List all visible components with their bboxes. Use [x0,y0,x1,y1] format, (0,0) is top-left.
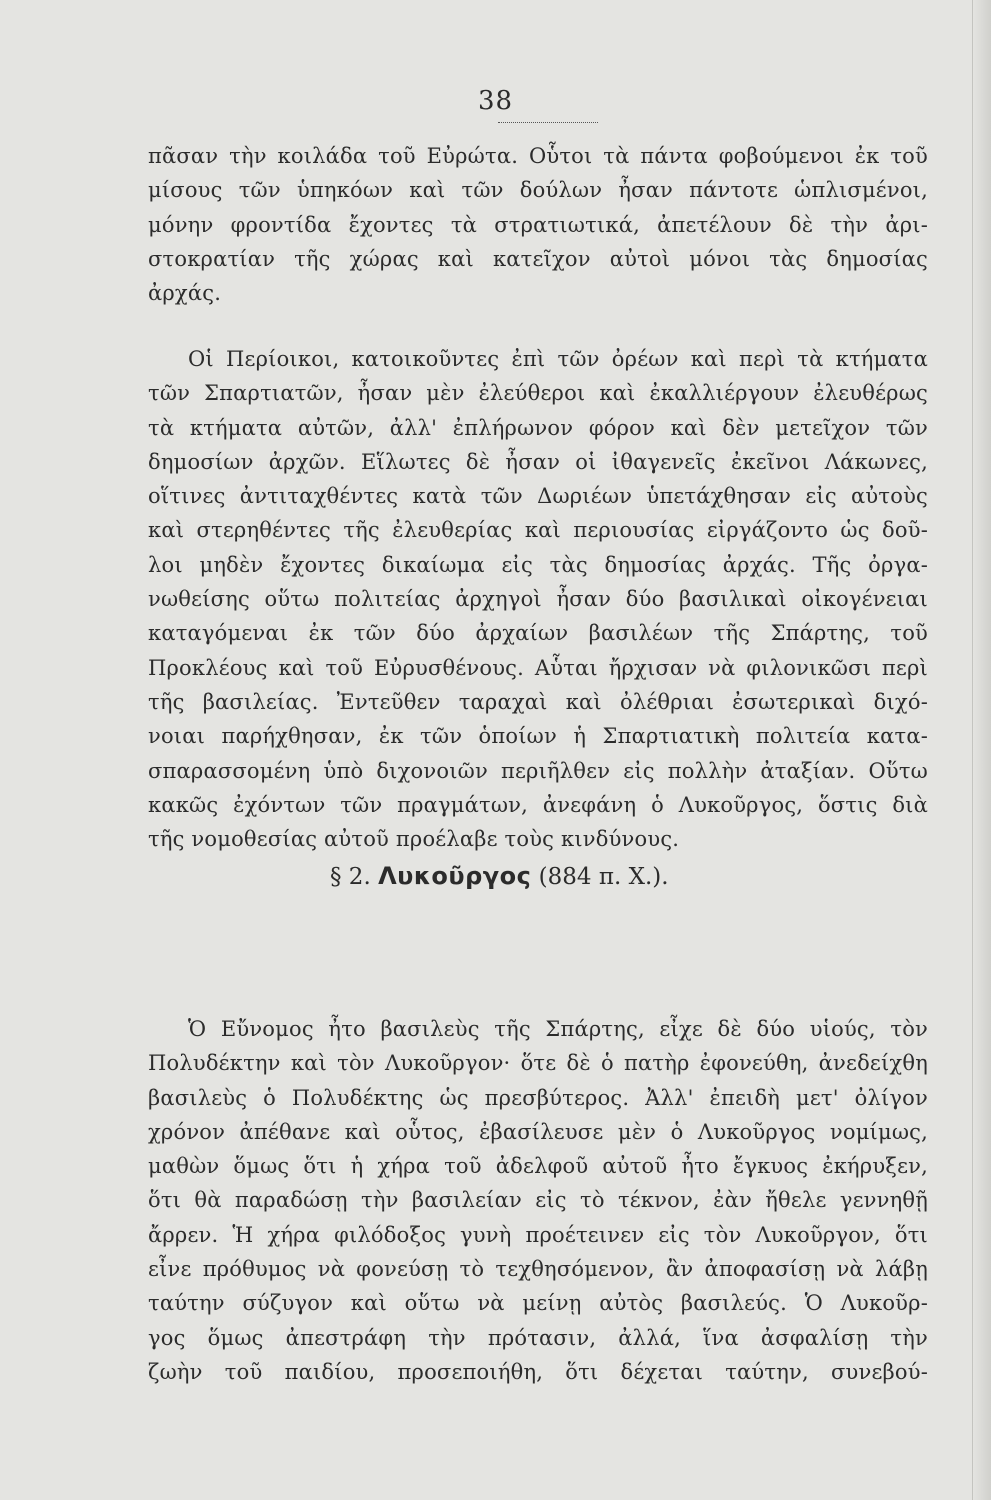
text-line: μόνην φροντίδα ἔχοντες τὰ στρατιωτικά, ἀπετέλουν δὲ τὴν ἀρι- [148,212,928,237]
text-line: τῆς νομοθεσίας αὐτοῦ προέλαβε τοὺς κινδύνους. [148,827,680,852]
text-line: Πολυδέκτην καὶ τὸν Λυκοῦργον· ὅτε δὲ ὁ πατὴρ ἐφονεύθη, ἀνεδείχθη [148,1051,928,1076]
text-line: νωθείσης οὕτω πολιτείας ἀρχηγοὶ ἦσαν δύο βασιλικαὶ οἰκογένειαι [148,587,928,612]
text-line: μαθὼν ὅμως ὅτι ἡ χήρα τοῦ ἀδελφοῦ αὐτοῦ ἦτο ἔγκυος ἐκήρυξεν, [148,1154,928,1179]
text-line: τὰ κτήματα αὐτῶν, ἀλλ' ἐπλήρωνον φόρον καὶ δὲν μετεῖχον τῶν [148,415,928,440]
paragraph-1 [148,139,928,310]
section-title: Λυκοῦργος [378,862,532,890]
text-line: δημοσίων ἀρχῶν. Εἵλωτες δὲ ἦσαν οἱ ἰθαγενεῖς ἐκεῖνοι Λάκωνες, [148,449,928,474]
text-line: ὅτι θὰ παραδώσῃ τὴν βασιλείαν εἰς τὸ τέκνον, ἐὰν ἤθελε γεννηθῇ [148,1188,928,1213]
text-line: γος ὅμως ἀπεστράφη τὴν πρότασιν, ἀλλά, ἵνα ἀσφαλίσῃ τὴν [148,1325,928,1350]
text-line: ταύτην σύζυγον καὶ οὕτω νὰ μείνῃ αὐτὸς βασιλεύς. Ὁ Λυκοῦρ- [148,1291,928,1316]
text-line: ἀρχάς. [148,281,222,306]
text-line: Οἱ Περίοικοι, κατοικοῦντες ἐπὶ τῶν ὀρέων καὶ περὶ τὰ κτήματα [188,347,928,371]
page-edge [972,0,991,1500]
page-number-rule [498,122,598,123]
text-line: καὶ στερηθέντες τῆς ἐλευθερίας καὶ περιουσίας εἰργάζοντο ὡς δοῦ- [148,518,928,543]
text-line: Ὁ Εὔνομος ἦτο βασιλεὺς τῆς Σπάρτης, εἶχε δὲ δύο υἱούς, τὸν [188,1017,928,1041]
text-line: νοιαι παρήχθησαν, ἐκ τῶν ὁποίων ἡ Σπαρτιατικὴ πολιτεία κατα- [148,724,928,749]
text-line: ἄρρεν. Ἡ χήρα φιλόδοξος γυνὴ προέτεινεν εἰς τὸν Λυκοῦργον, ὅτι [148,1222,928,1247]
text-line: τῆς βασιλείας. Ἐντεῦθεν ταραχαὶ καὶ ὀλέθριαι ἐσωτερικαὶ διχό- [148,689,928,714]
text-line: οἵτινες ἀντιταχθέντες κατὰ τῶν Δωριέων ὑπετάχθησαν εἰς αὐτοὺς [148,484,928,509]
text-line: τῶν Σπαρτιατῶν, ἦσαν μὲν ἐλεύθεροι καὶ ἐκαλλιέργουν ἐλευθέρως [148,381,928,406]
text-line: πᾶσαν τὴν κοιλάδα τοῦ Εὐρώτα. Οὗτοι τὰ πάντα φοβούμενοι ἐκ τοῦ [148,144,928,168]
text-line: βασιλεὺς ὁ Πολυδέκτης ὡς πρεσβύτερος. Ἀλλ' ἐπειδὴ μετ' ὀλίγον [148,1085,928,1110]
text-line: Προκλέους καὶ τοῦ Εὐρυσθένους. Αὗται ἤρχισαν νὰ φιλονικῶσι περὶ [148,655,928,680]
text-line: χρόνον ἀπέθανε καὶ οὗτος, ἐβασίλευσε μὲν ὁ Λυκοῦργος νομίμως, [148,1119,928,1144]
paragraph-2 [148,342,928,856]
text-line: μίσους τῶν ὑπηκόων καὶ τῶν δούλων ἦσαν πάντοτε ὡπλισμένοι, [148,178,928,203]
section-number: § 2. [330,864,371,890]
paragraph-3 [148,1012,928,1389]
section-date: (884 π. Χ.). [538,864,669,890]
text-line: λοι μηδὲν ἔχοντες δικαίωμα εἰς τὰς δημοσίας ἀρχάς. Τῆς ὀργα- [148,552,928,577]
text-line: στοκρατίαν τῆς χώρας καὶ κατεῖχον αὐτοὶ μόνοι τὰς δημοσίας [148,246,928,271]
text-line: εἶνε πρόθυμος νὰ φονεύσῃ τὸ τεχθησόμενον, ἂν ἀποφασίσῃ νὰ λάβῃ [148,1257,928,1282]
section-heading [330,856,669,897]
text-line: κακῶς ἐχόντων τῶν πραγμάτων, ἀνεφάνη ὁ Λυκοῦργος, ὅστις διὰ [148,792,928,817]
page-number: 38 [477,86,514,116]
text-line: καταγόμεναι ἐκ τῶν δύο ἀρχαίων βασιλέων τῆς Σπάρτης, τοῦ [148,621,928,646]
text-line: σπαρασσομένη ὑπὸ διχονοιῶν περιῆλθεν εἰς πολλὴν ἀταξίαν. Οὕτω [148,758,928,783]
text-line: ζωὴν τοῦ παιδίου, προσεποιήθη, ὅτι δέχεται ταύτην, συνεβού- [148,1359,928,1384]
